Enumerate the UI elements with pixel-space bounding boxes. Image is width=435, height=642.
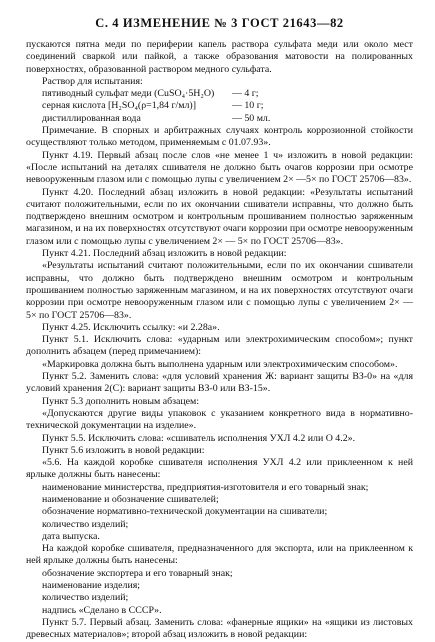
paragraph: Раствор для испытания: xyxy=(42,75,143,87)
paragraph: Пункт 4.25. Исключить ссылку: «и 2.28а». xyxy=(42,321,220,333)
paragraph: «Результаты испытаний считают положительными, если по их окончании сшиватели исправны, что должно быть подтверждено внешним осмотром и контрольным прошиванием полностью заряженным магазином, и на их поверхностях отсутствуют очаги коррозии при осмотре невооруженным глазом или с помощью лупы с увеличением 2× — 5× по ГОСТ 25706—83». xyxy=(26,260,413,321)
paragraph: Пункт 5.1. Исключить слова: «ударным или электрохимическим способом»; пункт дополнить абзацем (перед примечанием): xyxy=(26,334,413,358)
solution-list xyxy=(26,88,413,125)
paragraph: количество изделий; xyxy=(42,592,129,604)
paragraph: Пункт 4.20. Последний абзац изложить в новой редакции: «Результаты испытаний считают положительными, если по их окончании сшиватели исправны, что должно быть подтверждено внешним осмотром и контрольным прошиванием полностью заряженным магазином, и на их поверхностях отсутствуют очаги коррозии при осмотре невооруженным глазом или с помощью лупы с увеличением 2× — 5× по ГОСТ 25706—83». xyxy=(26,186,413,247)
page-header: С. 4 ИЗМЕНЕНИЕ № 3 ГОСТ 21643—82 xyxy=(95,16,344,30)
reagent-amount: — 50 мл. xyxy=(232,112,271,124)
paragraph: Примечание. В спорных и арбитражных случаях контроль коррозионной стойкости осуществляют только методом, применяемым с 01.07.93». xyxy=(26,125,413,149)
paragraph: «Допускаются другие виды упаковок с указанием конкретного вида в нормативно-технической документации на изделие». xyxy=(26,407,413,432)
solution-row xyxy=(26,100,413,112)
paragraph: обозначение нормативно-технической документации на сшиватели; xyxy=(42,506,328,518)
paragraph: Пункт 5.7. Первый абзац. Заменить слова: «фанерные ящики» на «ящики из листовых древесных материалов»; второй абзац изложить в новой редакции: xyxy=(26,616,413,641)
paragraph: Пункт 4.21. Последний абзац изложить в новой редакции: xyxy=(42,248,287,260)
paragraph: наименование изделия; xyxy=(42,580,141,592)
paragraph: надпись «Сделано в СССР». xyxy=(42,604,162,616)
paragraph: обозначение экспортера и его товарный знак; xyxy=(42,567,233,579)
paragraph: Пункт 5.6 изложить в новой редакции: xyxy=(42,444,205,456)
paragraph: наименование и обозначение сшивателей; xyxy=(42,493,219,505)
paragraph: пускаются пятна меди по периферии капель раствора сульфата меди или около мест соединений сваркой или пайкой, а также образования матовости на полированных поверхностях, образованной раствором медного сульфата. xyxy=(26,39,413,75)
paragraph: На каждой коробке сшивателя, предназначенного для экспорта, или на приклеенном к ней ярлыке должны быть нанесены: xyxy=(26,543,413,567)
paragraph: Пункт 5.2. Заменить слова: «для условий хранения Ж: вариант защиты ВЗ-0» на «для условий хранения 2(С): вариант защиты ВЗ-0 или ВЗ-15». xyxy=(26,371,413,395)
solution-row xyxy=(26,113,413,125)
paragraph: дата выпуска. xyxy=(42,530,100,542)
paragraph: Пункт 5.3 дополнить новым абзацем: xyxy=(42,395,200,407)
paragraph: наименование министерства, предприятия-изготовителя и его товарный знак; xyxy=(42,481,369,493)
reagent-amount: — 10 г; xyxy=(232,100,264,112)
paragraph: Пункт 4.19. Первый абзац после слов «не менее 1 ч» изложить в новой редакции: «После испытаний на деталях сшивателя не должно быть очагов коррозии при осмотре невооруженным глазом или с помощью лупы с увеличением 2× —5× по ГОСТ 25706—83». xyxy=(26,149,413,186)
solution-row xyxy=(26,88,413,100)
reagent-name: дистиллированная вода xyxy=(42,112,141,124)
paragraph: «5.6. На каждой коробке сшивателя исполнения УХЛ 4.2 или приклеенном к ней ярлыке должны быть нанесены: xyxy=(26,457,413,481)
paragraph: количество изделий; xyxy=(42,518,129,530)
reagent-amount: — 4 г; xyxy=(232,88,259,100)
reagent-name: пятиводный сульфат меди (CuSO₄·5H₂O) xyxy=(42,88,215,100)
paragraph: Пункт 5.5. Исключить слова: «сшиватель исполнения УХЛ 4.2 или О 4.2». xyxy=(42,432,356,444)
reagent-name: серная кислота [H₂SO₄(ρ=1,84 г/мл)] xyxy=(42,100,197,112)
paragraph: «Маркировка должна быть выполнена ударным или электрохимическим способом». xyxy=(42,358,398,370)
document-body xyxy=(26,125,413,641)
